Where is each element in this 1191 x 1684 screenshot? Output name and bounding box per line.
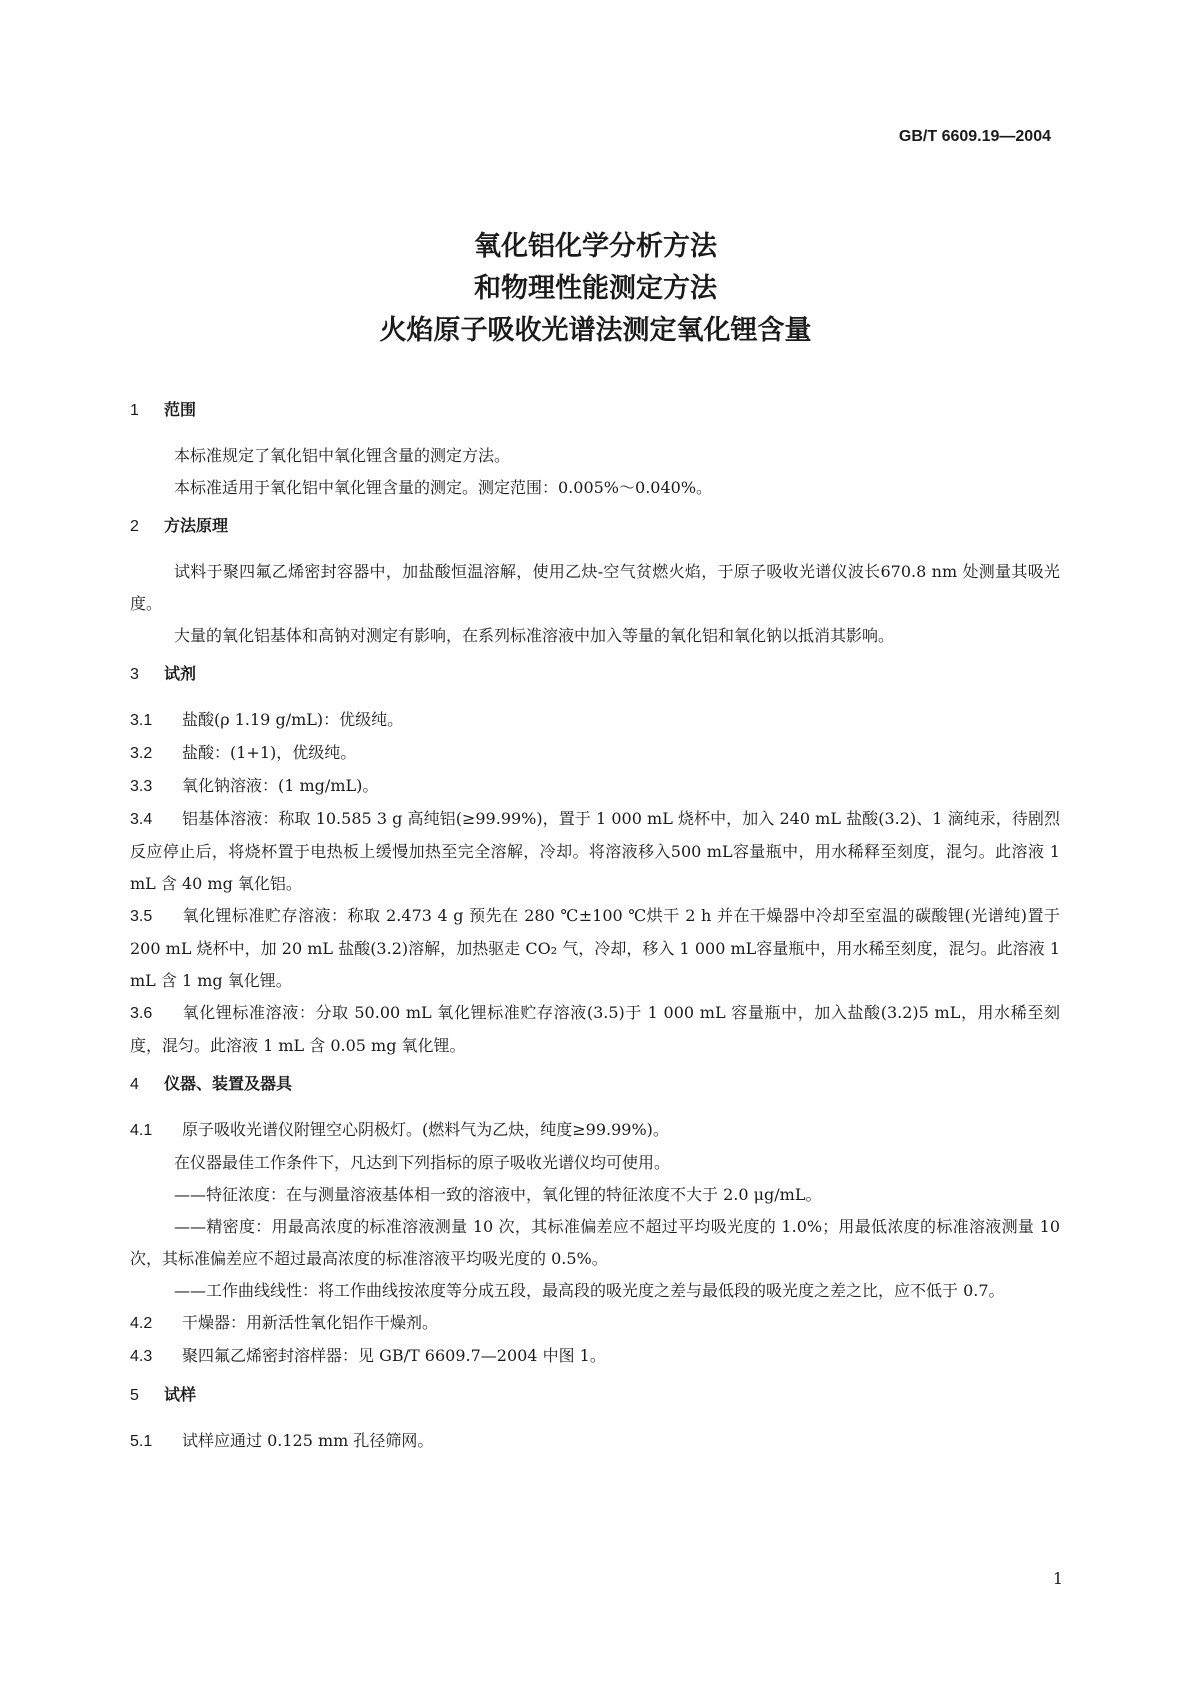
section-1-heading: [130, 398, 1060, 422]
reagent-item-3-4: [130, 803, 1060, 900]
item-text: 盐酸：(1+1)，优级纯。: [182, 743, 357, 762]
section-title: 方法原理: [164, 516, 229, 535]
item-number: 4.2: [130, 1315, 153, 1332]
apparatus-4-1-paragraph-1: 在仪器最佳工作条件下，凡达到下列指标的原子吸收光谱仪均可使用。: [174, 1153, 671, 1172]
sample-item-5-1: [130, 1425, 1060, 1458]
reagent-item-3-3: [130, 770, 1060, 803]
section-title: 试剂: [164, 664, 197, 683]
item-text: 聚四氟乙烯密封溶样器：见 GB/T 6609.7—2004 中图 1。: [182, 1346, 606, 1365]
section-number: 1: [130, 402, 139, 419]
section-number: 3: [130, 666, 139, 683]
title-line-1: 氧化铝化学分析方法: [474, 231, 717, 262]
item-text: 氧化钠溶液：(1 mg/mL)。: [182, 776, 379, 795]
reagent-item-3-6: [130, 997, 1060, 1062]
page-number: 1: [1052, 1569, 1063, 1588]
item-number: 3.4: [130, 811, 153, 828]
reagent-item-3-2: [130, 737, 1060, 770]
section-5-heading: [130, 1383, 1060, 1407]
item-number: 4.3: [130, 1348, 153, 1365]
reagent-item-3-1: [130, 704, 1060, 737]
scope-paragraph-2: 本标准适用于氧化铝中氧化锂含量的测定。测定范围：0.005%～0.040%。: [174, 478, 713, 497]
document-body: [130, 398, 1060, 1458]
section-4-heading: [130, 1072, 1060, 1096]
item-text: 氧化锂标准溶液：分取 50.00 mL 氧化锂标准贮存溶液(3.5)于 1 000 mL 容量瓶中，加入盐酸(3.2)5 mL，用水稀至刻度，混匀。此溶液 1 mL 含 0.05 mg 氧化锂。: [130, 1003, 1060, 1055]
reagent-item-3-5: [130, 900, 1060, 997]
item-text: 原子吸收光谱仪附锂空心阴极灯。(燃料气为乙炔，纯度≥99.99%)。: [182, 1120, 669, 1139]
item-number: 4.1: [130, 1122, 153, 1139]
item-number: 3.5: [130, 908, 153, 925]
item-text: 铝基体溶液：称取 10.585 3 g 高纯铝(≥99.99%)，置于 1 000 mL 烧杯中，加入 240 mL 盐酸(3.2)、1 滴纯汞，待剧烈反应停止后，将烧杯置于电热板上缓慢加热至完全溶解，冷却。将溶液移入500 mL容量瓶中，用水稀释至刻度，混匀。此溶液 1 mL 含 40 mg 氧化铝。: [130, 809, 1060, 893]
apparatus-item-4-1: [130, 1114, 1060, 1147]
section-title: 仪器、装置及器具: [164, 1074, 293, 1093]
apparatus-item-4-2: [130, 1307, 1060, 1340]
section-title: 范围: [164, 400, 197, 419]
apparatus-4-1-paragraph-3: ——精密度：用最高浓度的标准溶液测量 10 次，其标准偏差应不超过平均吸光度的 1.0%；用最低浓度的标准溶液测量 10 次，其标准偏差应不超过最高浓度的标准溶液平均吸光度的 0.5%。: [130, 1217, 1060, 1268]
item-number: 3.3: [130, 778, 153, 795]
item-number: 3.1: [130, 712, 153, 729]
document-title: [0, 226, 1191, 352]
item-text: 干燥器：用新活性氧化铝作干燥剂。: [182, 1313, 439, 1332]
section-number: 4: [130, 1076, 139, 1093]
principle-paragraph-1: 试料于聚四氟乙烯密封容器中，加盐酸恒温溶解，使用乙炔-空气贫燃火焰，于原子吸收光谱仪波长670.8 nm 处测量其吸光度。: [130, 562, 1060, 613]
section-number: 5: [130, 1387, 139, 1404]
section-number: 2: [130, 518, 139, 535]
standard-number: GB/T 6609.19—2004: [898, 128, 1051, 145]
item-number: 3.2: [130, 745, 153, 762]
item-text: 盐酸(ρ 1.19 g/mL)：优级纯。: [182, 710, 404, 729]
item-text: 氧化锂标准贮存溶液：称取 2.473 4 g 预先在 280 ℃±100 ℃烘干 2 h 并在干燥器中冷却至室温的碳酸锂(光谱纯)置于 200 mL 烧杯中，加 20 mL 盐酸(3.2)溶解，加热驱走 CO₂ 气，冷却，移入 1 000 mL容量瓶中，用水稀至刻度，混匀。此溶液 1 mL 含 1 mg 氧化锂。: [130, 906, 1060, 990]
section-3-heading: [130, 662, 1060, 686]
principle-paragraph-2: 大量的氧化铝基体和高钠对测定有影响，在系列标准溶液中加入等量的氧化铝和氧化钠以抵消其影响。: [174, 626, 895, 645]
item-text: 试样应通过 0.125 mm 孔径筛网。: [182, 1431, 434, 1450]
apparatus-4-1-paragraph-4: ——工作曲线线性：将工作曲线按浓度等分成五段，最高段的吸光度之差与最低段的吸光度之差之比，应不低于 0.7。: [174, 1281, 1005, 1300]
section-title: 试样: [164, 1385, 197, 1404]
scope-paragraph-1: 本标准规定了氧化铝中氧化锂含量的测定方法。: [174, 446, 511, 465]
section-2-heading: [130, 514, 1060, 538]
title-line-2: 和物理性能测定方法: [474, 273, 717, 304]
apparatus-item-4-3: [130, 1340, 1060, 1373]
title-line-3: 火焰原子吸收光谱法测定氧化锂含量: [379, 315, 812, 346]
item-number: 5.1: [130, 1433, 153, 1450]
item-number: 3.6: [130, 1005, 153, 1022]
apparatus-4-1-paragraph-2: ——特征浓度：在与测量溶液基体相一致的溶液中，氧化锂的特征浓度不大于 2.0 μg/mL。: [174, 1185, 822, 1204]
